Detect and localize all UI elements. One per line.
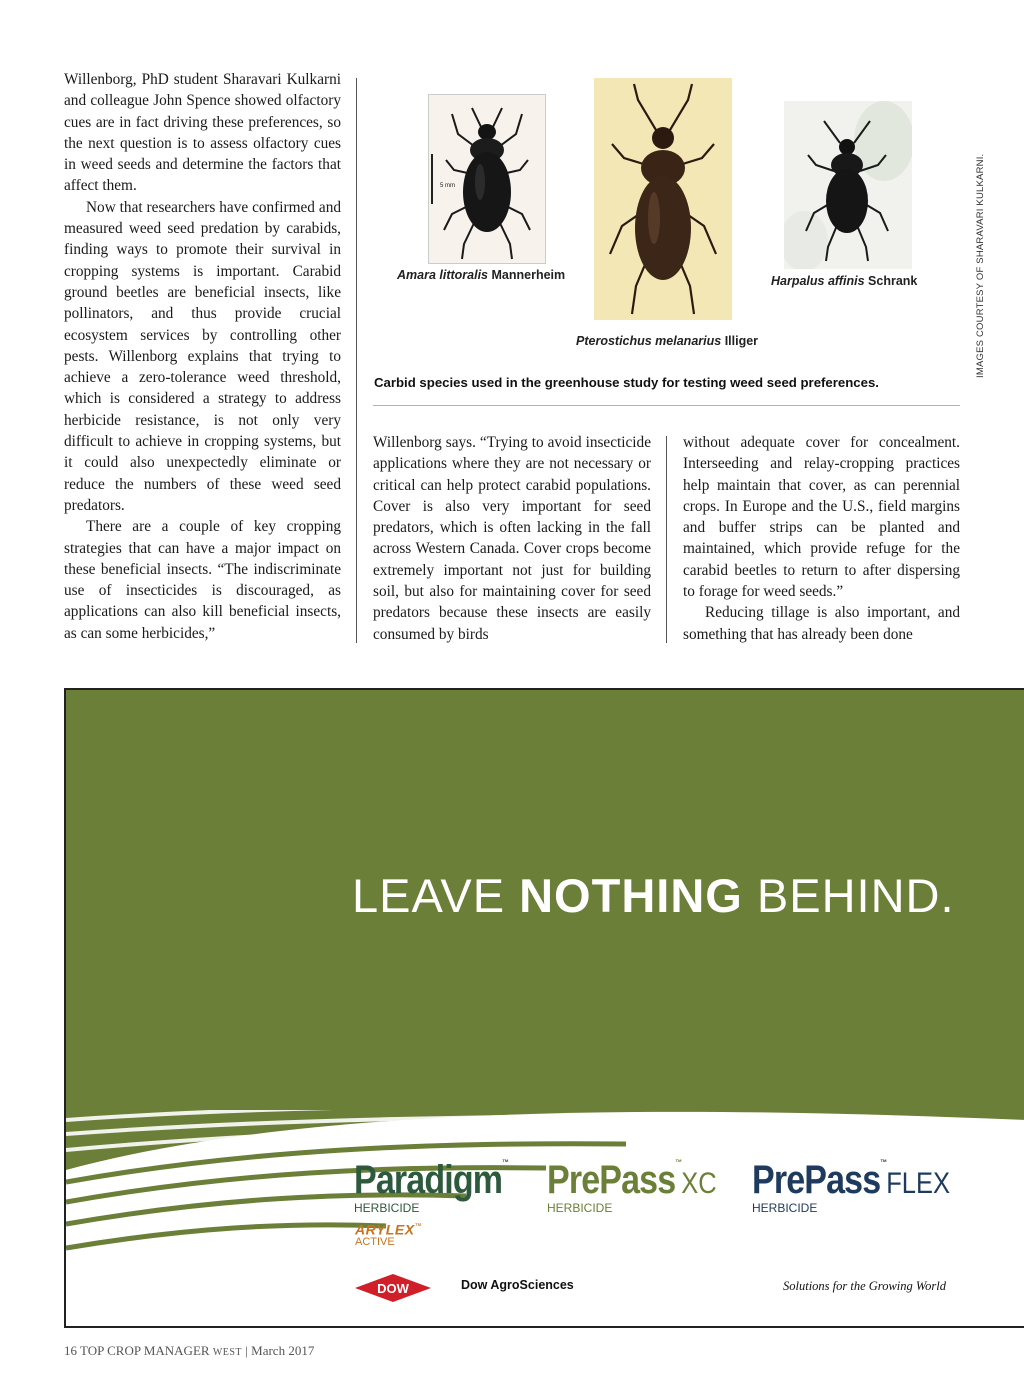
species-authority: Illiger: [724, 334, 759, 348]
paragraph: Willenborg, PhD student Sharavari Kulkarni and colleague John Spence showed olfactory cues are in fact driving these preferences, so the next question is to assess olfactory cues in weed seeds and determine the factors that affect them.: [64, 71, 341, 195]
brand-paradigm[interactable]: Paradigm™ HERBICIDE: [354, 1158, 535, 1215]
paragraph: without adequate cover for concealment. Interseeding and relay-cropping practices help maintain that cover, as can perennial crops. In Europe and the U.S., field margins and buffer strips can be planted and maintained, which provide refuge for the carabid beetles to return to after dispersing to forage for weed seeds.”: [683, 434, 960, 601]
beetle-photo-pterostichus: [594, 78, 732, 320]
image-credit: IMAGES COURTESY OF SHARAVARI KULKARNI.: [975, 153, 986, 378]
figure-caption: Carbid species used in the greenhouse study for testing weed seed preferences.: [374, 375, 879, 390]
article-column-3: [683, 432, 960, 645]
article-column-2: [373, 432, 651, 645]
ad-slogan: LEAVE NOTHING BEHIND.: [352, 869, 955, 922]
arylex-logo: ARYLEX™ ACTIVE: [355, 1221, 422, 1249]
paragraph: Reducing tillage is also important, and something that has already been done: [683, 604, 960, 643]
brand-sub: HERBICIDE: [547, 1201, 613, 1215]
brand-prepass-xc[interactable]: PrePass™XC HERBICIDE: [547, 1158, 747, 1215]
species-caption-pterostichus: [576, 334, 758, 348]
scale-label: 5 mm: [440, 183, 455, 189]
article-column-1: [64, 69, 341, 644]
brand-name: PrePass: [547, 1158, 676, 1202]
paragraph: Now that researchers have confirmed and measured weed seed predation by carabids, finding ways to promote their survival in cropping systems is important. Carabid ground beetles are beneficial insects, like pollinators, and thus provide crucial ecosystem services by controlling other pests. Willenborg explains that trying to achieve a zero-tolerance weed threshold, which is considered a strategy to address herbicide resistance, is not only very difficult to achieve in cropping systems, but it could also unexpectedly eliminate or reduce the numbers of these weed seed predators.: [64, 198, 341, 514]
magazine-title: TOP CROP MANAGER: [80, 1343, 210, 1358]
page-number: 16: [64, 1343, 77, 1358]
beetle-photo-amara: [428, 94, 546, 264]
species-caption-harpalus: [771, 274, 917, 288]
column-divider: [356, 78, 357, 643]
paragraph: Willenborg says. “Trying to avoid insecticide applications where they are not necessary or critical can help protect carabid populations. Cover is also very important for seed predators, which is often lacking in the fall across Western Canada. Cover crops become extremely important not just for building soil, but also for maintaining cover for seed predators because these insects are easily consumed by birds: [373, 434, 651, 643]
issue-date: March 2017: [251, 1343, 315, 1358]
paragraph: There are a couple of key cropping strategies that can have a major impact on these beneficial insects. “The indiscriminate use of insecticides is discouraged, as applications can also kill beneficial insects, as can some herbicides,”: [64, 518, 341, 642]
ad-tagline: Solutions for the Growing World: [783, 1279, 946, 1293]
species-authority: Schrank: [868, 274, 918, 288]
species-name: Amara littoralis: [397, 268, 489, 282]
brand-name: PrePass: [752, 1158, 881, 1202]
beetle-photo-harpalus: [784, 101, 912, 269]
page-footer: 16 TOP CROP MANAGER WEST | March 2017: [64, 1343, 315, 1358]
species-authority: Mannerheim: [491, 268, 566, 282]
brand-sub: HERBICIDE: [752, 1201, 818, 1215]
species-name: Pterostichus melanarius: [576, 334, 722, 348]
advertisement[interactable]: [64, 688, 1024, 1328]
svg-text:DOW: DOW: [377, 1281, 409, 1296]
magazine-edition: WEST: [212, 1347, 243, 1358]
figure-rule: [373, 405, 960, 406]
company-name: Dow AgroSciences: [461, 1278, 574, 1292]
brand-name: Paradigm: [354, 1158, 503, 1202]
dow-diamond-logo: [353, 1272, 433, 1304]
brand-sub: HERBICIDE: [354, 1201, 420, 1215]
species-caption-amara: [397, 268, 565, 282]
field-rows-graphic: [66, 1110, 1024, 1328]
column-divider: [666, 436, 667, 643]
species-name: Harpalus affinis: [771, 274, 865, 288]
brand-prepass-flex[interactable]: PrePass™FLEX HERBICIDE: [752, 1158, 985, 1215]
